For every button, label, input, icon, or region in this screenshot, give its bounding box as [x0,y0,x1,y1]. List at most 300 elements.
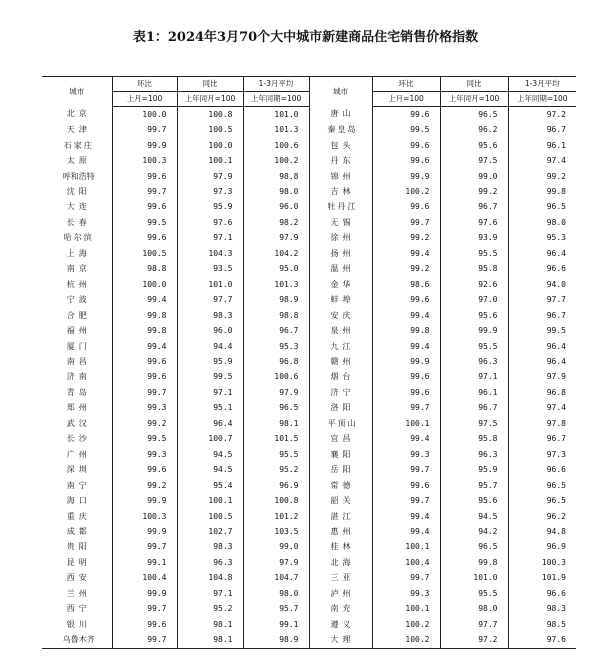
mom-value-left: 99.7 [112,184,177,199]
city-name-left: 福州 [66,326,91,336]
city-name-right: 蚌埠 [309,292,372,307]
table-row [42,617,576,632]
avg-value-left: 95.3 [243,339,309,354]
yoy-value-right: 96.5 [440,107,508,123]
table-title: 表1：2024年3月70个大中城市新建商品住宅销售价格指数 [132,30,479,45]
yoy-value-left: 100.1 [177,153,243,168]
avg-value-right: 99.2 [508,169,576,184]
city-name-right: 温州 [309,262,372,277]
mom-value-right: 99.2 [372,262,440,277]
avg-value-left: 98.0 [243,586,309,601]
yoy-value-left: 100.7 [177,432,243,447]
yoy-value-right: 97.6 [440,215,508,230]
yoy-value-right: 98.0 [440,602,508,617]
yoy-value-left: 98.3 [177,308,243,323]
yoy-value-right: 96.2 [440,122,508,137]
city-name-left: 北京 [66,109,91,119]
yoy-value-left: 98.1 [177,617,243,632]
yoy-value-right: 96.3 [440,354,508,369]
mom-value-right: 99.5 [372,122,440,137]
yoy-value-right: 95.8 [440,262,508,277]
yoy-value-left: 97.1 [177,231,243,246]
city-name-left: 广州 [66,449,91,459]
city-name-left: 武汉 [66,418,91,428]
yoy-value-left: 96.3 [177,555,243,570]
city-name-right: 湛江 [309,509,372,524]
yoy-value-right: 101.0 [440,571,508,586]
city-name-right: 安庆 [309,308,372,323]
mom-value-left: 98.8 [112,262,177,277]
avg-value-left: 98.0 [243,184,309,199]
avg-value-right: 96.4 [508,339,576,354]
mom-value-left: 99.2 [112,416,177,431]
city-name-left: 重庆 [66,511,91,521]
avg-value-left: 98.8 [243,308,309,323]
yoy-value-right: 93.9 [440,231,508,246]
yoy-value-left: 94.5 [177,462,243,477]
city-name-right: 惠州 [309,524,372,539]
avg-value-left: 99.0 [243,540,309,555]
table-row [42,571,576,586]
city-name-right: 泉州 [309,323,372,338]
city-name-right: 韶关 [309,493,372,508]
mom-value-left: 100.5 [112,246,177,261]
mom-value-left: 99.6 [112,354,177,369]
yoy-value-right: 95.5 [440,339,508,354]
yoy-value-right: 97.2 [440,632,508,648]
mom-value-left: 99.3 [112,447,177,462]
mom-value-right: 100.2 [372,617,440,632]
city-name-right: 包头 [309,138,372,153]
table-row [42,246,576,261]
mom-value-left: 100.0 [112,277,177,292]
yoy-value-left: 94.4 [177,339,243,354]
mom-value-right: 99.6 [372,370,440,385]
yoy-value-left: 100.5 [177,122,243,137]
avg-value-right: 96.6 [508,262,576,277]
header-mom-left: 环比 [112,77,177,92]
yoy-value-left: 100.1 [177,493,243,508]
yoy-value-right: 97.7 [440,617,508,632]
mom-value-right: 98.6 [372,277,440,292]
avg-value-right: 96.7 [508,308,576,323]
avg-value-left: 98.9 [243,292,309,307]
mom-value-right: 99.7 [372,462,440,477]
table-row [42,370,576,385]
table-row [42,354,576,369]
mom-value-right: 99.6 [372,385,440,400]
city-name-left: 南昌 [66,356,91,366]
mom-value-left: 99.6 [112,370,177,385]
table-row [42,462,576,477]
city-name-right: 无锡 [309,215,372,230]
table-row [42,385,576,400]
avg-value-left: 104.7 [243,571,309,586]
header-city-right: 城市 [309,77,372,107]
avg-value-left: 104.2 [243,246,309,261]
avg-value-left: 101.3 [243,122,309,137]
city-name-left: 西宁 [66,604,91,614]
mom-value-right: 99.2 [372,231,440,246]
city-name-left: 西安 [66,573,91,583]
mom-value-left: 99.9 [112,138,177,153]
city-name-left: 太原 [66,156,91,166]
mom-value-right: 99.6 [372,107,440,123]
avg-value-left: 96.7 [243,323,309,338]
yoy-value-left: 101.0 [177,277,243,292]
yoy-value-right: 95.6 [440,308,508,323]
city-name-left: 宁波 [66,295,91,305]
header-avg-left: 1-3月平均 [243,77,309,92]
city-name-right: 九江 [309,339,372,354]
table-row [42,215,576,230]
header-mom-right: 环比 [372,77,440,92]
avg-value-right: 96.4 [508,354,576,369]
city-name-right: 宜昌 [309,432,372,447]
yoy-value-right: 96.3 [440,447,508,462]
avg-value-right: 97.4 [508,153,576,168]
mom-value-right: 99.4 [372,509,440,524]
avg-value-left: 97.9 [243,555,309,570]
avg-value-right: 96.5 [508,200,576,215]
table-row [42,524,576,539]
avg-value-left: 100.2 [243,153,309,168]
avg-value-left: 98.2 [243,215,309,230]
mom-value-left: 99.6 [112,462,177,477]
yoy-value-left: 94.5 [177,447,243,462]
table-row [42,401,576,416]
yoy-value-right: 94.2 [440,524,508,539]
yoy-value-left: 95.2 [177,602,243,617]
city-name-left: 深圳 [66,465,91,475]
mom-value-right: 99.6 [372,292,440,307]
table-row [42,478,576,493]
yoy-value-right: 99.2 [440,184,508,199]
avg-value-left: 101.2 [243,509,309,524]
table-row [42,169,576,184]
mom-value-left: 99.4 [112,292,177,307]
city-name-right: 三亚 [309,571,372,586]
table-row [42,632,576,648]
city-name-left: 上海 [66,248,91,258]
table-row [42,416,576,431]
yoy-value-right: 95.9 [440,462,508,477]
header-yoy-left: 同比 [177,77,243,92]
mom-value-left: 99.5 [112,432,177,447]
mom-value-left: 99.1 [112,555,177,570]
city-name-left: 哈尔滨 [63,233,94,243]
table-row [42,339,576,354]
table-row [42,586,576,601]
city-name-left: 南京 [66,264,91,274]
city-name-left: 石家庄 [63,140,94,150]
mom-value-left: 99.7 [112,632,177,648]
avg-value-right: 100.3 [508,555,576,570]
yoy-value-right: 96.1 [440,385,508,400]
mom-value-right: 99.6 [372,200,440,215]
avg-value-left: 97.9 [243,385,309,400]
yoy-value-left: 100.5 [177,509,243,524]
yoy-value-right: 96.7 [440,200,508,215]
city-name-right: 泸州 [309,586,372,601]
yoy-value-right: 99.0 [440,169,508,184]
avg-value-left: 100.6 [243,138,309,153]
table-row [42,153,576,168]
city-name-right: 徐州 [309,231,372,246]
yoy-value-right: 99.8 [440,555,508,570]
avg-value-left: 97.9 [243,231,309,246]
mom-value-left: 99.6 [112,169,177,184]
yoy-value-right: 95.6 [440,138,508,153]
mom-value-right: 99.7 [372,493,440,508]
city-name-right: 襄阳 [309,447,372,462]
yoy-value-left: 104.3 [177,246,243,261]
mom-value-left: 99.7 [112,385,177,400]
city-name-right: 吉林 [309,184,372,199]
yoy-value-left: 97.1 [177,586,243,601]
avg-value-left: 99.1 [243,617,309,632]
yoy-value-left: 97.6 [177,215,243,230]
city-name-right: 唐山 [309,107,372,123]
yoy-value-right: 94.5 [440,509,508,524]
mom-value-right: 99.4 [372,246,440,261]
mom-value-right: 100.1 [372,416,440,431]
city-name-left: 乌鲁木齐 [42,632,112,648]
city-name-right: 岳阳 [309,462,372,477]
avg-value-right: 97.3 [508,447,576,462]
avg-value-right: 96.2 [508,509,576,524]
avg-value-right: 96.8 [508,385,576,400]
yoy-value-right: 95.5 [440,586,508,601]
mom-value-right: 99.3 [372,447,440,462]
city-name-right: 金华 [309,277,372,292]
avg-value-left: 100.6 [243,370,309,385]
avg-value-right: 97.2 [508,107,576,123]
yoy-value-right: 95.8 [440,432,508,447]
avg-value-right: 97.6 [508,632,576,648]
mom-value-left: 99.5 [112,215,177,230]
avg-value-left: 98.9 [243,632,309,648]
table-row [42,447,576,462]
yoy-value-left: 97.3 [177,184,243,199]
mom-value-right: 100.4 [372,555,440,570]
table-row [42,231,576,246]
city-name-left: 呼和浩特 [62,171,95,181]
yoy-value-left: 93.5 [177,262,243,277]
city-name-right: 赣州 [309,354,372,369]
mom-value-left: 99.9 [112,586,177,601]
yoy-value-left: 96.4 [177,416,243,431]
yoy-value-left: 100.8 [177,107,243,123]
mom-value-left: 100.4 [112,571,177,586]
yoy-value-right: 97.1 [440,370,508,385]
avg-value-right: 94.0 [508,277,576,292]
yoy-value-right: 92.6 [440,277,508,292]
mom-value-right: 99.4 [372,524,440,539]
avg-value-left: 96.8 [243,354,309,369]
mom-value-left: 100.3 [112,153,177,168]
mom-value-left: 99.3 [112,401,177,416]
mom-value-right: 99.4 [372,308,440,323]
city-name-right: 北海 [309,555,372,570]
city-name-left: 贵阳 [66,542,91,552]
mom-value-left: 99.7 [112,540,177,555]
mom-value-right: 100.1 [372,602,440,617]
mom-value-left: 99.7 [112,602,177,617]
avg-value-right: 96.5 [508,493,576,508]
mom-value-right: 99.6 [372,138,440,153]
yoy-value-right: 97.0 [440,292,508,307]
city-name-left: 南宁 [66,480,91,490]
yoy-value-left: 97.7 [177,292,243,307]
header-yoy-right: 同比 [440,77,508,92]
mom-value-right: 100.2 [372,632,440,648]
avg-value-left: 95.7 [243,602,309,617]
header-avg-base-left: 上年同期=100 [243,92,309,107]
city-name-right: 烟台 [309,370,372,385]
city-name-left: 成都 [66,526,91,536]
yoy-value-left: 98.1 [177,632,243,648]
table-row [42,323,576,338]
table-row [42,555,576,570]
table-row [42,107,576,123]
header-mom-base-left: 上月=100 [112,92,177,107]
yoy-value-right: 95.7 [440,478,508,493]
mom-value-right: 99.6 [372,478,440,493]
city-name-right: 锦州 [309,169,372,184]
city-name-left: 杭州 [66,279,91,289]
table-row [42,308,576,323]
avg-value-left: 98.8 [243,169,309,184]
mom-value-right: 99.3 [372,586,440,601]
city-name-right: 洛阳 [309,401,372,416]
mom-value-left: 99.6 [112,231,177,246]
city-name-left: 兰州 [66,588,91,598]
city-name-left: 沈阳 [66,186,91,196]
city-name-left: 海口 [66,496,91,506]
avg-value-left: 98.1 [243,416,309,431]
avg-value-right: 97.9 [508,370,576,385]
mom-value-right: 99.7 [372,571,440,586]
table-body [42,107,576,649]
city-name-left: 合肥 [66,310,91,320]
city-name-right: 南充 [309,602,372,617]
yoy-value-right: 96.7 [440,401,508,416]
mom-value-left: 99.4 [112,339,177,354]
city-name-right: 平顶山 [309,416,372,431]
avg-value-left: 101.3 [243,277,309,292]
mom-value-right: 99.9 [372,354,440,369]
yoy-value-right: 96.5 [440,540,508,555]
table-row [42,200,576,215]
mom-value-left: 100.0 [112,107,177,123]
mom-value-left: 99.7 [112,122,177,137]
table-row [42,277,576,292]
yoy-value-right: 97.5 [440,416,508,431]
avg-value-left: 96.9 [243,478,309,493]
table-row [42,602,576,617]
header-yoy-base-left: 上年同月=100 [177,92,243,107]
mom-value-right: 99.4 [372,432,440,447]
avg-value-right: 99.5 [508,323,576,338]
city-name-right: 秦皇岛 [309,122,372,137]
yoy-value-left: 97.1 [177,385,243,400]
avg-value-right: 96.4 [508,246,576,261]
mom-value-right: 99.9 [372,169,440,184]
yoy-value-left: 98.3 [177,540,243,555]
avg-value-right: 94.8 [508,524,576,539]
mom-value-left: 100.3 [112,509,177,524]
city-name-right: 遵义 [309,617,372,632]
table-row [42,540,576,555]
yoy-value-right: 95.5 [440,246,508,261]
yoy-value-right: 99.9 [440,323,508,338]
city-name-left: 银川 [66,619,91,629]
yoy-value-left: 97.9 [177,169,243,184]
header-city-left: 城市 [42,77,112,107]
avg-value-right: 95.3 [508,231,576,246]
mom-value-left: 99.9 [112,493,177,508]
avg-value-left: 95.2 [243,462,309,477]
table-row [42,262,576,277]
yoy-value-left: 102.7 [177,524,243,539]
city-name-left: 长沙 [66,434,91,444]
table-row [42,292,576,307]
mom-value-right: 100.2 [372,184,440,199]
city-name-right: 大理 [309,632,372,648]
header-avg-right: 1-3月平均 [508,77,576,92]
avg-value-right: 99.8 [508,184,576,199]
table-row [42,184,576,199]
avg-value-left: 101.0 [243,107,309,123]
yoy-value-left: 95.4 [177,478,243,493]
yoy-value-left: 99.5 [177,370,243,385]
yoy-value-left: 95.9 [177,200,243,215]
avg-value-right: 96.7 [508,432,576,447]
yoy-value-left: 95.1 [177,401,243,416]
avg-value-left: 95.0 [243,262,309,277]
header-avg-base-right: 上年同期=100 [508,92,576,107]
table-row [42,509,576,524]
header-yoy-base-right: 上年同月=100 [440,92,508,107]
mom-value-left: 99.6 [112,200,177,215]
mom-value-right: 99.7 [372,401,440,416]
yoy-value-right: 97.5 [440,153,508,168]
mom-value-right: 99.4 [372,339,440,354]
yoy-value-right: 95.6 [440,493,508,508]
yoy-value-left: 96.0 [177,323,243,338]
mom-value-right: 100.1 [372,540,440,555]
mom-value-left: 99.9 [112,524,177,539]
avg-value-right: 97.4 [508,401,576,416]
header-mom-base-right: 上月=100 [372,92,440,107]
avg-value-right: 96.6 [508,586,576,601]
mom-value-left: 99.6 [112,617,177,632]
avg-value-left: 101.5 [243,432,309,447]
yoy-value-left: 100.0 [177,138,243,153]
avg-value-left: 100.8 [243,493,309,508]
city-name-left: 昆明 [66,557,91,567]
city-name-left: 厦门 [66,341,91,351]
city-name-right: 牡丹江 [309,200,372,215]
city-name-left: 长春 [66,217,91,227]
city-name-left: 青岛 [66,387,91,397]
city-name-right: 扬州 [309,246,372,261]
table-row [42,122,576,137]
mom-value-left: 99.8 [112,308,177,323]
avg-value-right: 101.9 [508,571,576,586]
avg-value-right: 96.9 [508,540,576,555]
